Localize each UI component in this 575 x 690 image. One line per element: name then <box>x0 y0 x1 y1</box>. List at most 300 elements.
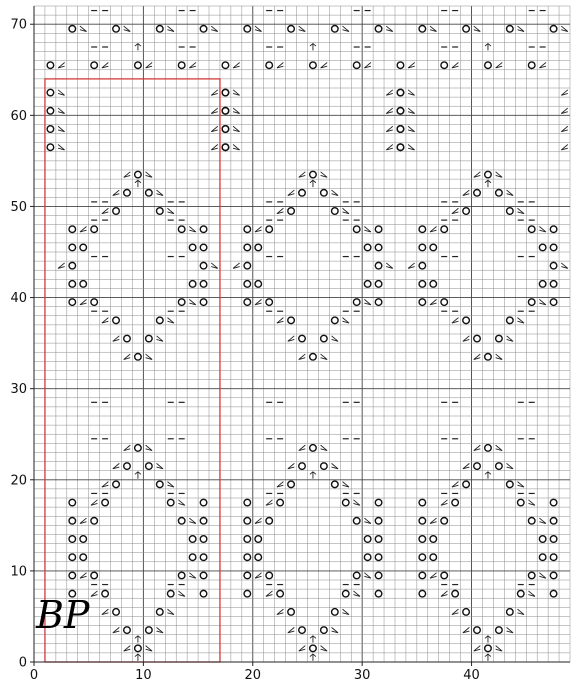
yarn-over-symbol <box>69 554 76 561</box>
ssk-symbol <box>332 336 339 341</box>
k2tog-symbol <box>452 482 459 487</box>
yarn-over-symbol <box>375 590 382 597</box>
double-decrease-symbol <box>135 472 141 479</box>
ssk-symbol <box>496 172 503 177</box>
yarn-over-symbol <box>550 262 557 269</box>
yarn-over-symbol <box>200 226 207 233</box>
yarn-over-symbol <box>364 554 371 561</box>
yarn-over-symbol <box>288 25 295 32</box>
yarn-over-symbol <box>244 25 251 32</box>
x-tick-label: 30 <box>353 668 371 683</box>
ssk-symbol <box>342 26 349 31</box>
yarn-over-symbol <box>452 499 459 506</box>
ssk-symbol <box>517 609 524 614</box>
yarn-over-symbol <box>222 144 229 151</box>
k2tog-symbol <box>430 573 437 578</box>
yarn-over-symbol <box>321 627 328 634</box>
ssk-symbol <box>189 518 196 523</box>
double-decrease-symbol <box>485 180 491 187</box>
k2tog-symbol <box>80 518 87 523</box>
yarn-over-symbol <box>266 572 273 579</box>
yarn-over-symbol <box>200 299 207 306</box>
yarn-over-symbol <box>244 499 251 506</box>
yarn-over-symbol <box>244 226 251 233</box>
ssk-symbol <box>474 26 481 31</box>
k2tog-symbol <box>146 62 153 67</box>
yarn-over-symbol <box>200 536 207 543</box>
k2tog-symbol <box>386 108 393 113</box>
ssk-symbol <box>58 90 65 95</box>
yarn-over-symbol <box>375 572 382 579</box>
yarn-over-symbol <box>419 554 426 561</box>
k2tog-symbol <box>474 354 481 359</box>
yarn-over-symbol <box>80 536 87 543</box>
yarn-over-symbol <box>189 281 196 288</box>
yarn-over-symbol <box>47 126 54 133</box>
yarn-over-symbol <box>550 25 557 32</box>
ssk-symbol <box>58 108 65 113</box>
yarn-over-symbol <box>310 62 317 69</box>
yarn-over-symbol <box>550 590 557 597</box>
k2tog-symbol <box>113 463 120 468</box>
yarn-over-symbol <box>200 281 207 288</box>
yarn-over-symbol <box>91 62 98 69</box>
double-decrease-symbol <box>485 654 491 661</box>
ssk-symbol <box>146 172 153 177</box>
ssk-symbol <box>364 518 371 523</box>
y-tick-label: 0 <box>18 655 27 671</box>
ssk-symbol <box>539 299 546 304</box>
yarn-over-symbol <box>277 499 284 506</box>
k2tog-symbol <box>463 190 470 195</box>
k2tog-symbol <box>124 354 131 359</box>
yarn-over-symbol <box>288 208 295 215</box>
yarn-over-symbol <box>485 353 492 360</box>
k2tog-symbol <box>211 90 218 95</box>
yarn-over-symbol <box>463 609 470 616</box>
ssk-symbol <box>507 463 514 468</box>
yarn-over-symbol <box>507 609 514 616</box>
yarn-over-symbol <box>47 107 54 114</box>
yarn-over-symbol <box>47 144 54 151</box>
yarn-over-symbol <box>222 89 229 96</box>
ssk-symbol <box>321 172 328 177</box>
double-decrease-symbol <box>135 44 141 51</box>
yarn-over-symbol <box>550 499 557 506</box>
ssk-symbol <box>332 463 339 468</box>
k2tog-symbol <box>288 336 295 341</box>
yarn-over-symbol <box>375 554 382 561</box>
ssk-symbol <box>539 518 546 523</box>
yarn-over-symbol <box>485 645 492 652</box>
yarn-over-symbol <box>353 517 360 524</box>
yarn-over-symbol <box>47 62 54 69</box>
double-decrease-symbol <box>135 654 141 661</box>
yarn-over-symbol <box>266 226 273 233</box>
yarn-over-symbol <box>364 281 371 288</box>
k2tog-symbol <box>561 90 568 95</box>
yarn-over-symbol <box>550 299 557 306</box>
yarn-over-symbol <box>332 317 339 324</box>
yarn-over-symbol <box>200 262 207 269</box>
yarn-over-symbol <box>47 89 54 96</box>
k2tog-symbol <box>277 609 284 614</box>
k2tog-symbol <box>288 463 295 468</box>
yarn-over-symbol <box>528 517 535 524</box>
ssk-symbol <box>496 646 503 651</box>
k2tog-symbol <box>113 627 120 632</box>
x-tick-label: 40 <box>463 668 480 683</box>
ssk-symbol <box>124 26 131 31</box>
y-tick-label: 70 <box>10 17 27 33</box>
yarn-over-symbol <box>353 572 360 579</box>
yarn-over-symbol <box>178 226 185 233</box>
ssk-symbol <box>342 318 349 323</box>
yarn-over-symbol <box>375 244 382 251</box>
yarn-over-symbol <box>550 517 557 524</box>
yarn-over-symbol <box>288 609 295 616</box>
yarn-over-symbol <box>528 572 535 579</box>
double-decrease-symbol <box>310 636 316 643</box>
k2tog-symbol <box>255 518 262 523</box>
ssk-symbol <box>167 318 174 323</box>
yarn-over-symbol <box>375 299 382 306</box>
yarn-over-symbol <box>255 244 262 251</box>
yarn-over-symbol <box>135 353 142 360</box>
yarn-over-symbol <box>69 536 76 543</box>
k2tog-symbol <box>102 208 109 213</box>
ssk-symbol <box>157 463 164 468</box>
ssk-symbol <box>233 144 240 149</box>
ssk-symbol <box>561 26 568 31</box>
ssk-symbol <box>408 90 415 95</box>
yarn-over-symbol <box>496 335 503 342</box>
ssk-symbol <box>528 591 535 596</box>
yarn-over-symbol <box>200 244 207 251</box>
yarn-over-symbol <box>69 262 76 269</box>
k2tog-symbol <box>211 108 218 113</box>
ssk-symbol <box>255 26 262 31</box>
k2tog-symbol <box>255 573 262 578</box>
yarn-over-symbol <box>146 189 153 196</box>
ssk-symbol <box>321 445 328 450</box>
yarn-over-symbol <box>397 62 404 69</box>
k2tog-symbol <box>463 336 470 341</box>
yarn-over-symbol <box>222 126 229 133</box>
yarn-over-symbol <box>102 499 109 506</box>
k2tog-symbol <box>452 318 459 323</box>
yarn-over-symbol <box>430 554 437 561</box>
ssk-symbol <box>507 190 514 195</box>
yarn-over-symbol <box>528 226 535 233</box>
yarn-over-symbol <box>113 208 120 215</box>
yarn-over-symbol <box>397 89 404 96</box>
yarn-over-symbol <box>299 189 306 196</box>
y-tick-label: 50 <box>10 199 27 215</box>
yarn-over-symbol <box>167 590 174 597</box>
k2tog-symbol <box>430 299 437 304</box>
ssk-symbol <box>146 354 153 359</box>
yarn-over-symbol <box>200 572 207 579</box>
k2tog-symbol <box>266 591 273 596</box>
ssk-symbol <box>342 482 349 487</box>
ssk-symbol <box>157 627 164 632</box>
yarn-over-symbol <box>310 353 317 360</box>
yarn-over-symbol <box>244 281 251 288</box>
yarn-over-symbol <box>69 517 76 524</box>
yarn-over-symbol <box>353 299 360 306</box>
k2tog-symbol <box>441 500 448 505</box>
yarn-over-symbol <box>266 62 273 69</box>
ssk-symbol <box>364 226 371 231</box>
k2tog-symbol <box>124 445 131 450</box>
double-decrease-symbol <box>310 180 316 187</box>
yarn-over-symbol <box>200 590 207 597</box>
yarn-over-symbol <box>397 107 404 114</box>
ssk-symbol <box>146 445 153 450</box>
yarn-over-symbol <box>157 317 164 324</box>
chart-grid <box>34 6 570 662</box>
ssk-symbol <box>364 299 371 304</box>
yarn-over-symbol <box>244 262 251 269</box>
ssk-symbol <box>539 573 546 578</box>
yarn-over-symbol <box>157 481 164 488</box>
yarn-over-symbol <box>342 499 349 506</box>
yarn-over-symbol <box>178 572 185 579</box>
ssk-symbol <box>178 500 185 505</box>
ssk-symbol <box>353 500 360 505</box>
yarn-over-symbol <box>244 517 251 524</box>
yarn-over-symbol <box>364 536 371 543</box>
k2tog-symbol <box>102 318 109 323</box>
ssk-symbol <box>342 609 349 614</box>
yarn-over-symbol <box>113 317 120 324</box>
yarn-over-symbol <box>507 25 514 32</box>
yarn-over-symbol <box>539 281 546 288</box>
yarn-over-symbol <box>528 62 535 69</box>
yarn-over-symbol <box>135 645 142 652</box>
yarn-over-symbol <box>419 572 426 579</box>
k2tog-symbol <box>561 108 568 113</box>
yarn-over-symbol <box>528 299 535 306</box>
k2tog-symbol <box>113 190 120 195</box>
k2tog-symbol <box>386 126 393 131</box>
yarn-over-symbol <box>69 572 76 579</box>
yarn-over-symbol <box>244 572 251 579</box>
k2tog-symbol <box>233 263 240 268</box>
ssk-symbol <box>386 263 393 268</box>
yarn-over-symbol <box>277 590 284 597</box>
yarn-over-symbol <box>124 463 131 470</box>
yarn-over-symbol <box>364 244 371 251</box>
double-decrease-symbol <box>485 44 491 51</box>
double-decrease-symbol <box>485 472 491 479</box>
yarn-over-symbol <box>375 226 382 233</box>
yarn-over-symbol <box>474 189 481 196</box>
yarn-over-symbol <box>299 627 306 634</box>
k2tog-symbol <box>386 90 393 95</box>
ssk-symbol <box>408 144 415 149</box>
yarn-over-symbol <box>550 536 557 543</box>
k2tog-symbol <box>255 299 262 304</box>
ssk-symbol <box>58 126 65 131</box>
double-decrease-symbol <box>310 472 316 479</box>
ssk-symbol <box>517 318 524 323</box>
yarn-over-symbol <box>244 554 251 561</box>
yarn-over-symbol <box>332 481 339 488</box>
ssk-symbol <box>430 26 437 31</box>
y-tick-label: 10 <box>10 564 27 580</box>
yarn-over-symbol <box>496 463 503 470</box>
yarn-over-symbol <box>288 481 295 488</box>
k2tog-symbol <box>113 336 120 341</box>
yarn-over-symbol <box>452 590 459 597</box>
yarn-over-symbol <box>91 572 98 579</box>
k2tog-symbol <box>211 144 218 149</box>
yarn-over-symbol <box>255 536 262 543</box>
k2tog-symbol <box>299 354 306 359</box>
yarn-over-symbol <box>146 463 153 470</box>
chart-axes <box>10 6 570 683</box>
k2tog-symbol <box>561 144 568 149</box>
yarn-over-symbol <box>222 107 229 114</box>
x-tick-label: 20 <box>244 668 262 683</box>
k2tog-symbol <box>288 190 295 195</box>
ssk-symbol <box>342 208 349 213</box>
yarn-over-symbol <box>375 281 382 288</box>
double-decrease-symbol <box>135 636 141 643</box>
yarn-over-symbol <box>200 499 207 506</box>
yarn-over-symbol <box>310 171 317 178</box>
yarn-over-symbol <box>146 627 153 634</box>
k2tog-symbol <box>91 500 98 505</box>
yarn-over-symbol <box>430 536 437 543</box>
ssk-symbol <box>321 646 328 651</box>
ssk-symbol <box>332 627 339 632</box>
yarn-over-symbol <box>419 499 426 506</box>
double-decrease-symbol <box>485 636 491 643</box>
yarn-over-symbol <box>474 463 481 470</box>
yarn-over-symbol <box>550 244 557 251</box>
ssk-symbol <box>157 190 164 195</box>
k2tog-symbol <box>58 62 65 67</box>
yarn-over-symbol <box>135 445 142 452</box>
y-tick-label: 60 <box>10 108 27 124</box>
k2tog-symbol <box>277 318 284 323</box>
yarn-over-symbol <box>419 536 426 543</box>
yarn-over-symbol <box>178 299 185 306</box>
double-decrease-symbol <box>135 180 141 187</box>
k2tog-symbol <box>463 463 470 468</box>
yarn-over-symbol <box>255 554 262 561</box>
yarn-over-symbol <box>430 244 437 251</box>
yarn-over-symbol <box>321 189 328 196</box>
yarn-over-symbol <box>342 590 349 597</box>
yarn-over-symbol <box>507 317 514 324</box>
yarn-over-symbol <box>124 335 131 342</box>
yarn-over-symbol <box>200 517 207 524</box>
x-tick-label: 10 <box>135 668 152 683</box>
yarn-over-symbol <box>299 335 306 342</box>
yarn-over-symbol <box>310 645 317 652</box>
yarn-over-symbol <box>321 463 328 470</box>
yarn-over-symbol <box>124 627 131 634</box>
yarn-over-symbol <box>375 262 382 269</box>
k2tog-symbol <box>102 482 109 487</box>
yarn-over-symbol <box>474 627 481 634</box>
yarn-over-symbol <box>419 262 426 269</box>
yarn-over-symbol <box>419 299 426 306</box>
yarn-over-symbol <box>288 317 295 324</box>
k2tog-symbol <box>474 172 481 177</box>
ssk-symbol <box>517 26 524 31</box>
yarn-over-symbol <box>91 226 98 233</box>
k2tog-symbol <box>452 609 459 614</box>
yarn-over-symbol <box>419 25 426 32</box>
ssk-symbol <box>189 226 196 231</box>
yarn-over-symbol <box>539 554 546 561</box>
yarn-over-symbol <box>167 499 174 506</box>
yarn-over-symbol <box>419 244 426 251</box>
yarn-over-symbol <box>441 517 448 524</box>
ssk-symbol <box>189 573 196 578</box>
k2tog-symbol <box>452 62 459 67</box>
ssk-symbol <box>211 263 218 268</box>
ssk-symbol <box>353 591 360 596</box>
ssk-symbol <box>517 482 524 487</box>
k2tog-symbol <box>364 62 371 67</box>
k2tog-symbol <box>299 445 306 450</box>
k2tog-symbol <box>211 126 218 131</box>
k2tog-symbol <box>441 591 448 596</box>
yarn-over-symbol <box>69 244 76 251</box>
yarn-over-symbol <box>441 299 448 306</box>
ssk-symbol <box>211 26 218 31</box>
yarn-over-symbol <box>353 226 360 233</box>
yarn-over-symbol <box>485 62 492 69</box>
ssk-symbol <box>167 26 174 31</box>
ssk-symbol <box>332 190 339 195</box>
ssk-symbol <box>80 26 87 31</box>
yarn-over-symbol <box>244 244 251 251</box>
k2tog-symbol <box>80 226 87 231</box>
k2tog-symbol <box>102 609 109 614</box>
yarn-over-symbol <box>135 62 142 69</box>
ssk-symbol <box>528 500 535 505</box>
yarn-over-symbol <box>375 499 382 506</box>
yarn-over-symbol <box>113 481 120 488</box>
yarn-over-symbol <box>550 281 557 288</box>
ssk-symbol <box>496 445 503 450</box>
ssk-symbol <box>167 482 174 487</box>
ssk-symbol <box>561 263 568 268</box>
k2tog-symbol <box>299 172 306 177</box>
double-decrease-symbol <box>310 44 316 51</box>
yarn-over-symbol <box>550 572 557 579</box>
ssk-symbol <box>364 573 371 578</box>
yarn-over-symbol <box>332 208 339 215</box>
yarn-over-symbol <box>463 208 470 215</box>
yarn-over-symbol <box>550 226 557 233</box>
ssk-symbol <box>386 26 393 31</box>
k2tog-symbol <box>386 144 393 149</box>
k2tog-symbol <box>189 62 196 67</box>
ssk-symbol <box>167 208 174 213</box>
k2tog-symbol <box>102 62 109 67</box>
yarn-over-symbol <box>299 463 306 470</box>
yarn-over-symbol <box>419 281 426 288</box>
ssk-symbol <box>233 90 240 95</box>
